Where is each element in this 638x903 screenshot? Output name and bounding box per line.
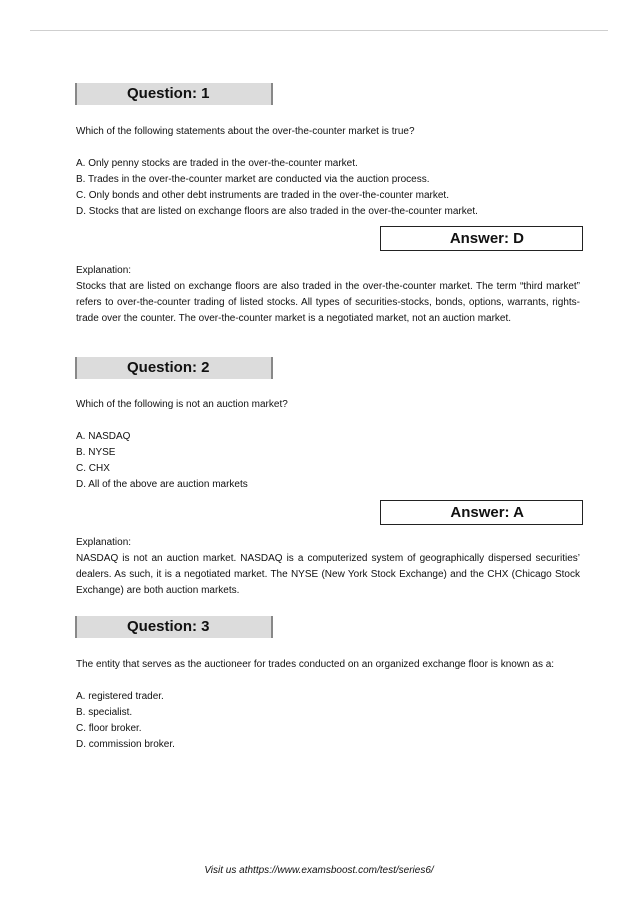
option-b: B. specialist. <box>76 707 133 718</box>
question-text: Which of the following statements about the over-the-counter market is true? <box>76 126 415 137</box>
option-a: A. registered trader. <box>76 691 164 702</box>
answer-2-box: Answer: A <box>380 500 583 525</box>
explanation-2 <box>76 535 580 599</box>
question-2-body <box>76 397 580 493</box>
answer-1-box: Answer: D <box>380 226 583 251</box>
explanation-label: Explanation: <box>76 537 132 548</box>
explanation-1 <box>76 263 580 327</box>
option-a: A. NASDAQ <box>76 431 131 442</box>
explanation-label: Explanation: <box>76 265 132 276</box>
question-3-body <box>76 657 580 753</box>
top-rule <box>30 30 608 31</box>
question-1-body <box>76 124 580 220</box>
question-text: The entity that serves as the auctioneer for trades conducted on an organized exchange floor is known as a: <box>76 659 555 670</box>
option-d: D. All of the above are auction markets <box>76 479 248 490</box>
question-1-header: Question: 1 <box>75 83 273 105</box>
option-d: D. Stocks that are listed on exchange floors are also traded in the over-the-counter market. <box>76 206 478 217</box>
question-2-header: Question: 2 <box>75 357 273 379</box>
option-a: A. Only penny stocks are traded in the over-the-counter market. <box>76 158 358 169</box>
footer-link[interactable]: Visit us athttps://www.examsboost.com/test/series6/ <box>204 865 434 876</box>
option-c: C. floor broker. <box>76 723 142 734</box>
question-text: Which of the following is not an auction market? <box>76 399 288 410</box>
option-d: D. commission broker. <box>76 739 175 750</box>
explanation-text: NASDAQ is not an auction market. NASDAQ is a computerized system of geographically dispersed securities’ dealers. As such, it is a negotiated market. The NYSE (New York Stock Exchange) and the CHX (Chicago Stock Exchange) are both auction markets. <box>76 553 580 596</box>
question-3-header: Question: 3 <box>75 616 273 638</box>
option-c: C. Only bonds and other debt instruments are traded in the over-the-counter market. <box>76 190 449 201</box>
option-c: C. CHX <box>76 463 110 474</box>
explanation-text: Stocks that are listed on exchange floors are also traded in the over-the-counter market. The term “third market” refers to over-the-counter trading of listed stocks. All types of securities-stocks, bonds, options, warrants, rights-trade over the counter. The over-the-counter market is a negotiated market, not an auction market. <box>76 281 580 324</box>
option-b: B. NYSE <box>76 447 116 458</box>
option-b: B. Trades in the over-the-counter market are conducted via the auction process. <box>76 174 430 185</box>
